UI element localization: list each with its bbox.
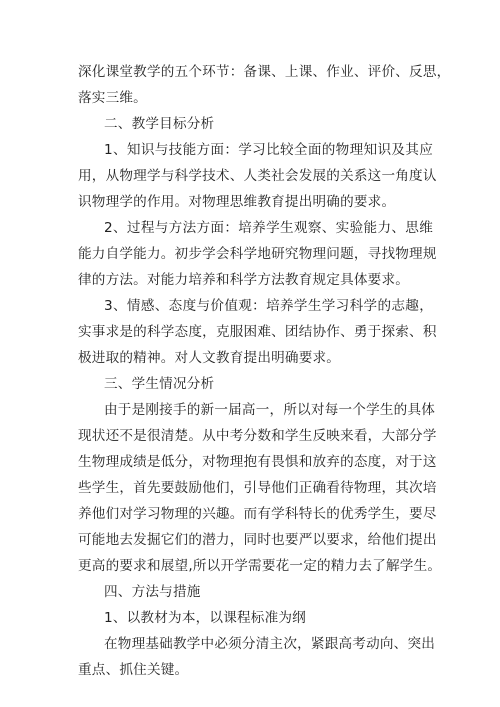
section-heading-4: 四、方法与措施 (104, 584, 201, 600)
section-heading-3: 三、学生情况分析 (104, 376, 215, 392)
section-heading-2: 二、教学目标分析 (104, 116, 215, 132)
text-line-8: 能力自学能力。初步学会科学地研究物理问题，寻找物理规 (78, 246, 437, 262)
text-line-2: 落实三维。 (78, 90, 147, 106)
text-line-12: 极进取的精神。对人文教育提出明确要求。 (78, 350, 341, 366)
text-line-4: 1、知识与技能方面：学习比较全面的物理知识及其应 (104, 142, 433, 158)
text-line-9: 律的方法。对能力培养和科学方法教育规定具体要求。 (78, 272, 410, 288)
text-line-11: 实事求是的科学态度，克服困难、团结协作、勇于探索、积 (78, 324, 437, 340)
subheading-4-1: 1、以教材为本，以课程标准为纲 (104, 610, 306, 626)
text-line-5: 用，从物理学与科学技术、人类社会发展的关系这一角度认 (78, 168, 437, 184)
text-line-17: 些学生，首先要鼓励他们，引导他们正确看待物理，其次培 (78, 480, 437, 496)
text-line-14: 由于是刚接手的新一届高一，所以对每一个学生的具体 (104, 402, 436, 418)
text-line-24: 重点、抓住关键。 (78, 662, 189, 678)
text-line-20: 更高的要求和展望,所以开学需要花一定的精力去了解学生。 (78, 558, 442, 574)
text-line-19: 可能地去发掘它们的潜力，同时也要严以要求，给他们提出 (78, 532, 437, 548)
text-line-1: 深化课堂教学的五个环节：备课、上课、作业、评价、反思， (78, 64, 451, 80)
text-line-10: 3、情感、态度与价值观：培养学生学习科学的志趣， (104, 298, 433, 314)
text-line-6: 识物理学的作用。对物理思维教育提出明确的要求。 (78, 194, 396, 210)
text-line-23: 在物理基础教学中必须分清主次，紧跟高考动向、突出 (104, 636, 436, 652)
text-line-7: 2、过程与方法方面：培养学生观察、实验能力、思维 (104, 220, 433, 236)
text-line-16: 生物理成绩是低分，对物理抱有畏惧和放弃的态度，对于这 (78, 454, 437, 470)
text-line-15: 现状还不是很清楚。从中考分数和学生反映来看，大部分学 (78, 428, 437, 444)
text-line-18: 养他们对学习物理的兴趣。而有学科特长的优秀学生，要尽 (78, 506, 437, 522)
